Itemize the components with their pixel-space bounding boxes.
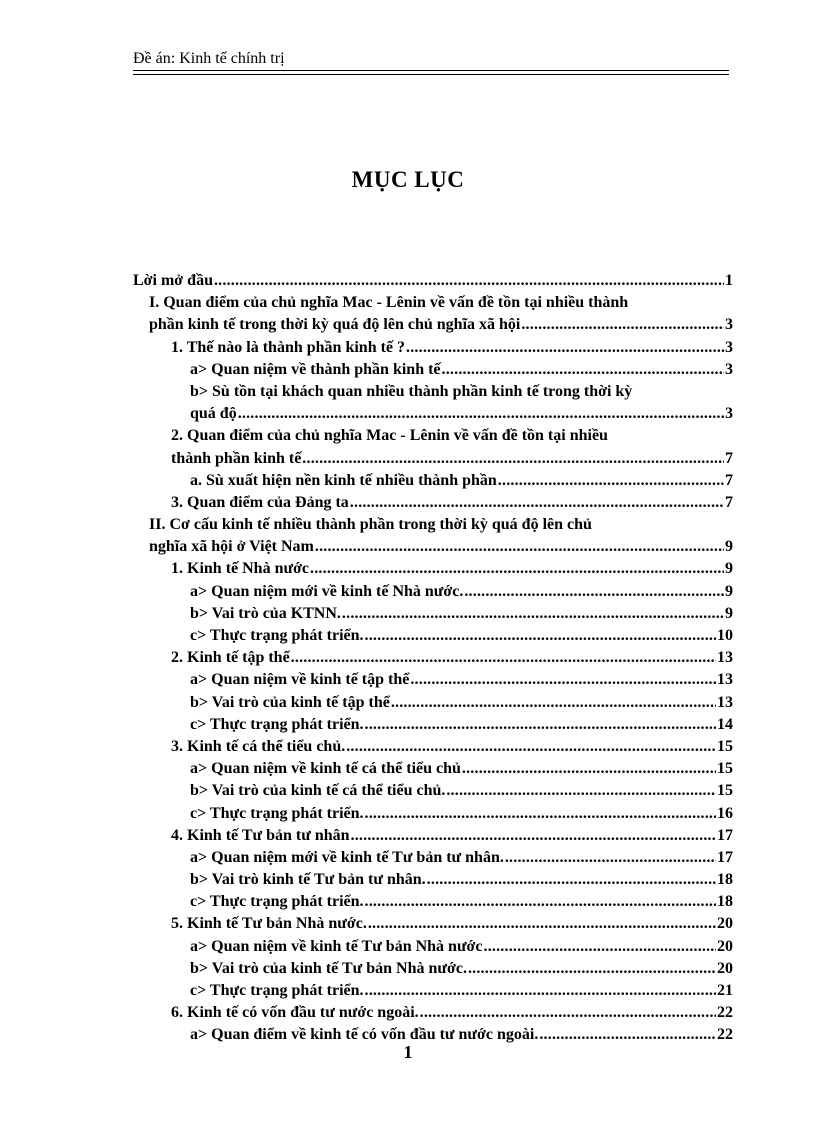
toc-leader bbox=[238, 403, 724, 425]
toc-entry-text: a> Quan niệm về kinh tế tập thể bbox=[190, 671, 410, 689]
toc-entry bbox=[133, 492, 733, 514]
toc-entry-text: nghĩa xã hội ở Việt Nam bbox=[149, 538, 314, 556]
page-title: MỤC LỤC bbox=[351, 167, 465, 192]
toc-entry-text: a> Quan niệm về kinh tế cá thể tiểu chủ bbox=[190, 760, 461, 778]
toc-entry bbox=[133, 536, 733, 558]
toc-entry-text: quá độ bbox=[190, 405, 237, 423]
toc-leader bbox=[315, 536, 724, 558]
toc-entry-text: a> Quan niệm mới về kinh tế Tư bản tư nhân. bbox=[190, 848, 504, 866]
toc-leader bbox=[368, 913, 716, 935]
toc-entry-page: 9 bbox=[725, 536, 733, 558]
toc-leader bbox=[484, 936, 717, 958]
toc-entry-text: c> Thực trạng phát triển. bbox=[190, 804, 364, 822]
toc-entry-page: 17 bbox=[717, 825, 733, 847]
toc-entry bbox=[133, 714, 733, 736]
toc-entry bbox=[133, 647, 733, 669]
toc-leader bbox=[420, 1002, 716, 1024]
toc-entry-text: b> Sù tồn tại khách quan nhiều thành phần kinh tế trong thời kỳ bbox=[190, 382, 633, 400]
table-of-contents bbox=[133, 270, 733, 1047]
toc-entry-text: Lời mở đầu bbox=[133, 272, 213, 289]
toc-entry bbox=[133, 514, 733, 536]
toc-entry-page: 7 bbox=[725, 448, 733, 470]
toc-leader bbox=[464, 581, 724, 603]
toc-entry bbox=[133, 359, 733, 381]
toc-leader bbox=[410, 669, 716, 691]
toc-entry-page: 15 bbox=[717, 758, 733, 780]
toc-leader bbox=[214, 270, 724, 292]
toc-entry-text: 5. Kinh tế Tư bản Nhà nước. bbox=[171, 915, 367, 933]
toc-leader bbox=[521, 314, 724, 336]
toc-entry-text: b> Vai trò của kinh tế tập thể bbox=[190, 693, 390, 711]
toc-entry-text: c> Thực trạng phát triển. bbox=[190, 893, 364, 911]
toc-entry-page: 15 bbox=[717, 736, 733, 758]
toc-entry bbox=[133, 603, 733, 625]
toc-entry-text: 2. Quan điểm của chủ nghĩa Mac - Lênin về vấn đề tồn tại nhiều bbox=[171, 427, 608, 445]
toc-entry bbox=[133, 669, 733, 691]
toc-entry-page: 13 bbox=[717, 692, 733, 714]
toc-entry bbox=[133, 270, 733, 292]
toc-entry-page: 10 bbox=[717, 625, 733, 647]
toc-entry bbox=[133, 980, 733, 1002]
toc-entry-page: 22 bbox=[717, 1024, 733, 1046]
toc-leader bbox=[446, 780, 716, 802]
toc-entry bbox=[133, 558, 733, 580]
toc-entry-text: phần kinh tế trong thời kỳ quá độ lên chủ nghĩa xã hội bbox=[149, 316, 521, 334]
toc-leader bbox=[406, 337, 724, 359]
toc-leader bbox=[346, 736, 716, 758]
page-number: 1 bbox=[403, 1042, 413, 1062]
toc-leader bbox=[351, 825, 716, 847]
toc-entry bbox=[133, 381, 733, 403]
toc-leader bbox=[505, 847, 716, 869]
toc-entry bbox=[133, 736, 733, 758]
toc-entry bbox=[133, 758, 733, 780]
toc-entry bbox=[133, 803, 733, 825]
toc-leader bbox=[442, 359, 724, 381]
toc-leader bbox=[291, 647, 716, 669]
toc-leader bbox=[468, 958, 716, 980]
toc-entry bbox=[133, 958, 733, 980]
toc-entry-text: b> Vai trò của kinh tế cá thể tiểu chủ. bbox=[190, 782, 446, 800]
toc-entry-page: 7 bbox=[725, 470, 733, 492]
toc-entry-page: 20 bbox=[717, 958, 733, 980]
toc-entry bbox=[133, 292, 733, 314]
toc-entry-text: a> Quan niệm về thành phần kinh tế bbox=[190, 360, 441, 378]
toc-entry-page: 16 bbox=[717, 803, 733, 825]
toc-entry bbox=[133, 847, 733, 869]
toc-entry-text: thành phần kinh tế bbox=[171, 449, 302, 467]
toc-entry-text: c> Thực trạng phát triển. bbox=[190, 715, 364, 733]
toc-entry-page: 13 bbox=[717, 647, 733, 669]
document-header: Đề án: Kinh tế chính trị bbox=[133, 50, 285, 67]
toc-entry-text: b> Vai trò kinh tế Tư bản tư nhân. bbox=[190, 871, 426, 889]
toc-leader bbox=[302, 448, 724, 470]
toc-entry-text: 1. Thế nào là thành phần kinh tế ? bbox=[171, 338, 406, 356]
toc-entry-page: 14 bbox=[717, 714, 733, 736]
toc-entry bbox=[133, 314, 733, 336]
toc-entry-text: 1. Kinh tế Nhà nước bbox=[171, 560, 310, 578]
toc-entry-text: a> Quan niệm về kinh tế Tư bản Nhà nước bbox=[190, 937, 483, 955]
toc-entry-page: 9 bbox=[725, 603, 733, 625]
toc-leader bbox=[365, 891, 716, 913]
toc-entry-page: 3 bbox=[725, 337, 733, 359]
toc-entry-text: I. Quan điểm của chủ nghĩa Mac - Lênin về vấn đề tồn tại nhiều thành bbox=[149, 294, 629, 312]
toc-entry-text: 3. Quan điểm của Đảng ta bbox=[171, 493, 349, 511]
toc-entry-page: 22 bbox=[717, 1002, 733, 1024]
toc-entry-page: 9 bbox=[725, 558, 733, 580]
toc-leader bbox=[365, 625, 716, 647]
toc-leader bbox=[427, 869, 716, 891]
toc-entry bbox=[133, 425, 733, 447]
toc-entry-page: 15 bbox=[717, 780, 733, 802]
toc-entry bbox=[133, 780, 733, 802]
toc-entry-text: 4. Kinh tế Tư bản tư nhân bbox=[171, 826, 350, 844]
toc-entry-page: 18 bbox=[717, 869, 733, 891]
toc-entry-page: 1 bbox=[725, 270, 733, 292]
toc-entry-page: 21 bbox=[717, 980, 733, 1002]
toc-entry-page: 20 bbox=[717, 913, 733, 935]
toc-entry bbox=[133, 869, 733, 891]
toc-entry-page: 3 bbox=[725, 403, 733, 425]
toc-entry-page: 7 bbox=[725, 492, 733, 514]
toc-entry-page: 9 bbox=[725, 581, 733, 603]
toc-entry-text: a. Sù xuất hiện nền kinh tế nhiều thành phần bbox=[190, 471, 497, 489]
toc-entry-text: 2. Kinh tế tập thể bbox=[171, 649, 290, 667]
toc-leader bbox=[365, 714, 716, 736]
toc-entry bbox=[133, 1002, 733, 1024]
toc-entry bbox=[133, 913, 733, 935]
toc-leader bbox=[350, 492, 724, 514]
toc-leader bbox=[391, 692, 716, 714]
toc-entry-text: b> Vai trò của kinh tế Tư bản Nhà nước. bbox=[190, 959, 467, 977]
toc-leader bbox=[365, 980, 716, 1002]
header-rule-thick bbox=[133, 70, 729, 71]
toc-entry-text: c> Thực trạng phát triển. bbox=[190, 982, 364, 999]
toc-leader bbox=[462, 758, 716, 780]
toc-entry bbox=[133, 692, 733, 714]
toc-entry bbox=[133, 337, 733, 359]
toc-entry-text: c> Thực trạng phát triển. bbox=[190, 627, 364, 644]
toc-entry bbox=[133, 403, 733, 425]
toc-entry bbox=[133, 448, 733, 470]
toc-leader bbox=[342, 603, 724, 625]
toc-entry bbox=[133, 825, 733, 847]
toc-entry-text: a> Quan niệm mới về kinh tế Nhà nước. bbox=[190, 582, 464, 600]
toc-entry bbox=[133, 625, 733, 647]
toc-leader bbox=[365, 803, 716, 825]
toc-entry-text: 3. Kinh tế cá thể tiểu chủ. bbox=[171, 737, 346, 755]
toc-entry-page: 3 bbox=[725, 314, 733, 336]
toc-entry-page: 13 bbox=[717, 669, 733, 691]
toc-entry-page: 17 bbox=[717, 847, 733, 869]
toc-entry-text: a> Quan điểm về kinh tế có vốn đầu tư nước ngoài. bbox=[190, 1026, 539, 1044]
toc-leader bbox=[498, 470, 724, 492]
toc-entry bbox=[133, 891, 733, 913]
toc-entry-page: 3 bbox=[725, 359, 733, 381]
toc-entry-text: b> Vai trò của KTNN. bbox=[190, 604, 341, 622]
toc-entry bbox=[133, 470, 733, 492]
toc-entry bbox=[133, 581, 733, 603]
toc-entry-page: 18 bbox=[717, 891, 733, 913]
toc-entry-page: 20 bbox=[717, 936, 733, 958]
toc-entry-text: 6. Kinh tế có vốn đầu tư nước ngoài. bbox=[171, 1004, 419, 1022]
toc-entry bbox=[133, 936, 733, 958]
toc-leader bbox=[310, 558, 724, 580]
header-rule-thin bbox=[133, 74, 729, 75]
toc-entry-text: II. Cơ cấu kinh tế nhiều thành phần trong thời kỳ quá độ lên chủ bbox=[149, 516, 592, 534]
